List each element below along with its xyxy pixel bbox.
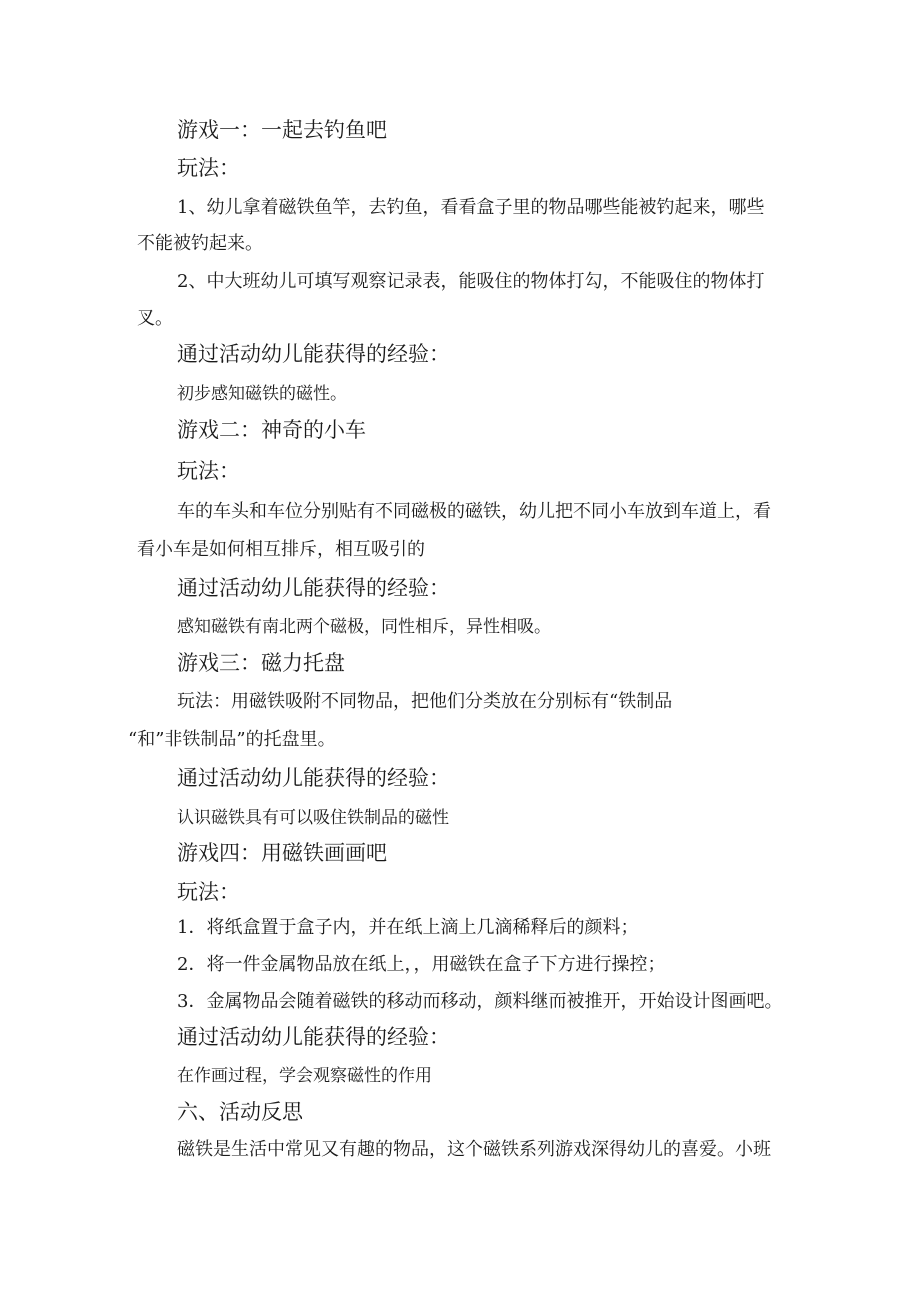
game4-step1: 1．将纸盒置于盒子内，并在纸上滴上几滴稀释后的颜料；: [177, 917, 639, 938]
game4-title: 游戏四：用磁铁画画吧: [177, 841, 387, 865]
game1-title: 游戏一：一起去钓鱼吧: [177, 118, 387, 142]
game2-title: 游戏二：神奇的小车: [177, 418, 366, 442]
game1-experience-label: 通过活动幼儿能获得的经验：: [177, 342, 450, 366]
reflection-line1: 磁铁是生活中常见又有趣的物品，这个磁铁系列游戏深得幼儿的喜爱。小班: [177, 1139, 771, 1160]
game3-method-line1: 玩法：用磁铁吸附不同物品，把他们分类放在分别标有“铁制品: [177, 691, 673, 712]
game3-method-line2: “和”非铁制品”的托盘里。: [128, 729, 336, 750]
game1-step2-line1: 2、中大班幼儿可填写观察记录表，能吸住的物体打勾，不能吸住的物体打: [177, 271, 765, 292]
game1-experience: 初步感知磁铁的磁性。: [177, 384, 347, 404]
game1-step1-line2: 不能被钓起来。: [137, 233, 263, 254]
game3-title: 游戏三：磁力托盘: [177, 651, 345, 675]
game2-method-label: 玩法：: [177, 459, 240, 483]
game4-step3: 3．金属物品会随着磁铁的移动而移动，颜料继而被推开，开始设计图画吧。: [177, 991, 783, 1012]
game1-method-label: 玩法：: [177, 156, 240, 180]
game4-method-label: 玩法：: [177, 880, 240, 904]
game3-experience: 认识磁铁具有可以吸住铁制品的磁性: [177, 808, 449, 828]
game1-step1-line1: 1、幼儿拿着磁铁鱼竿，去钓鱼，看看盒子里的物品哪些能被钓起来，哪些: [177, 197, 765, 218]
game2-desc-line2: 看小车是如何相互排斥，相互吸引的: [137, 539, 425, 560]
game2-experience: 感知磁铁有南北两个磁极，同性相斥，异性相吸。: [177, 617, 551, 637]
game4-experience-label: 通过活动幼儿能获得的经验：: [177, 1025, 450, 1049]
game4-experience: 在作画过程，学会观察磁性的作用: [177, 1066, 432, 1086]
game3-experience-label: 通过活动幼儿能获得的经验：: [177, 766, 450, 790]
game1-step2-line2: 叉。: [137, 308, 173, 329]
reflection-title: 六、活动反思: [177, 1100, 303, 1124]
game4-step2: 2．将一件金属物品放在纸上，，用磁铁在盒子下方进行操控；: [177, 954, 666, 975]
game2-experience-label: 通过活动幼儿能获得的经验：: [177, 576, 450, 600]
game2-desc-line1: 车的车头和车位分别贴有不同磁极的磁铁，幼儿把不同小车放到车道上，看: [177, 501, 771, 522]
